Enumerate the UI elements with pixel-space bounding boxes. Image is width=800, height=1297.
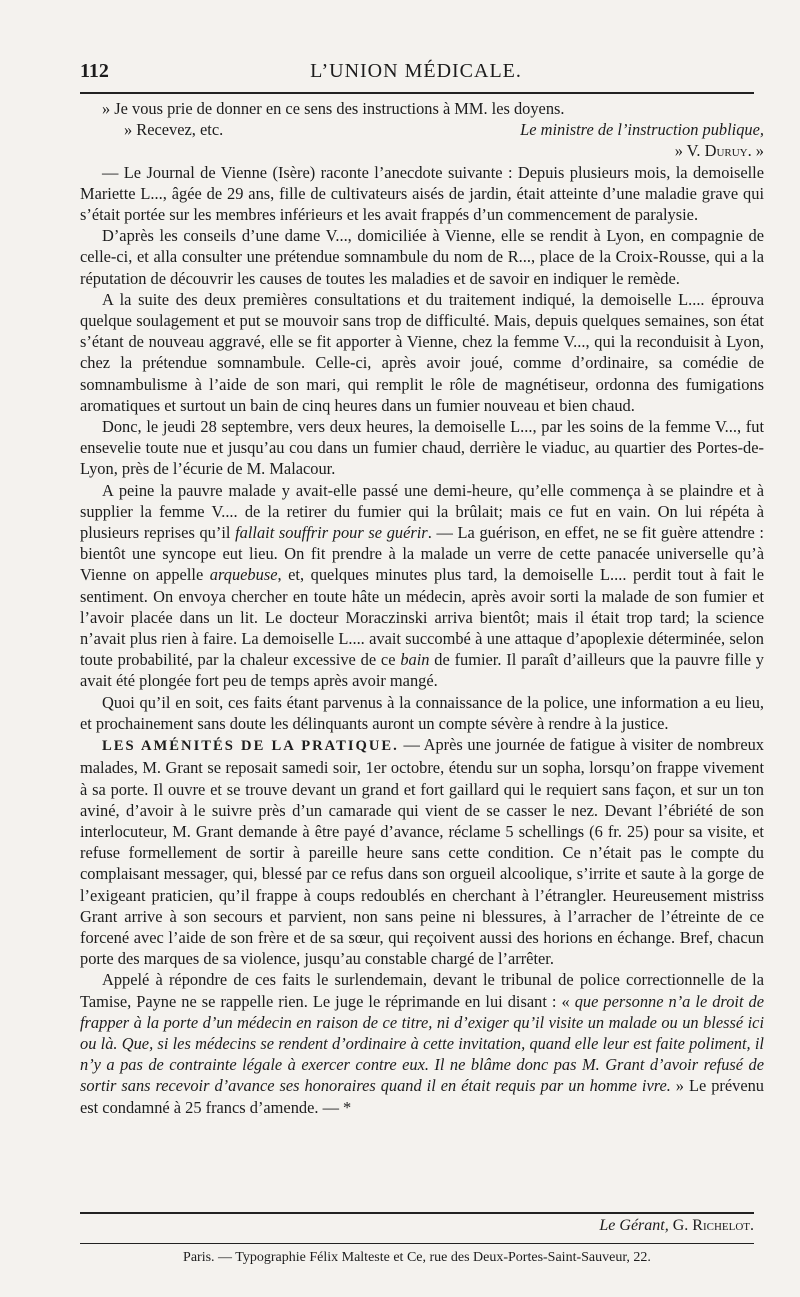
- p5-italic-bain: bain: [400, 650, 430, 670]
- p5-part-b: . — La guérison, en effet, ne se fit guère attendre : bientôt une syncope eut lieu. On fit prendre à la malade un verre de cette panacée universelle qu’à Vienne on appelle: [80, 523, 764, 585]
- page-number: 112: [80, 60, 109, 82]
- paragraph-death: [80, 480, 764, 692]
- footer-rule: [80, 1212, 754, 1214]
- letter-regards-row: [80, 119, 764, 140]
- p5-part-c: , et, quelques minutes plus tard, la demoiselle L.... perdit tout à fait le sentiment. On envoya chercher en toute hâte un médecin, après avoir sorti la malade de son fumier et l’avoir placée dans un lit. Le docteur Moraczinski arriva bientôt; mais il était trop tard; la science n’avait plus rien à faire. La demoiselle L.... avait succombé à une attaque d’apoplexie déterminée, selon toute probabilité, par la chaleur excessive de ce: [80, 565, 764, 670]
- letter-regards: » Recevez, etc.: [124, 120, 224, 140]
- gerant-name: G. Richelot.: [672, 1217, 754, 1234]
- paragraph-treatment: A la suite des deux premières consultations et du traitement indiqué, la demoiselle L.... éprouva quelque soulagement et put se mouvoir sans trop de difficulté. Mais, depuis quelques semaines, son état s’étant de nouveau aggravé, elle se fit apporter à Vienne, chez la femme V..., qui la reconduisit à Lyon, chez la prétendue somnambule. Celle-ci, après avoir joué, comme d’ordinaire, sa comédie de somnambulisme à l’aide de son mari, qui remplit le rôle de magnétiseur, ordonna des fumigations aromatiques et surtout un bain de cinq heures dans un fumier nouveau et bien chaud.: [80, 289, 764, 415]
- paragraph-police: Quoi qu’il en soit, ces faits étant parvenus à la connaissance de la police, une information a eu lieu, et prochainement sans doute les délinquants auront un compte sévère à rendre à la justice.: [80, 692, 764, 733]
- amenites-text: — Après une journée de fatigue à visiter de nombreux malades, M. Grant se reposait samedi soir, 1er octobre, étendu sur un sopha, lorsqu’on frappe vivement à sa porte. Il ouvre et se trouve devant un grand et fort gaillard qui le requiert sans façon, et sur un ton aviné, d’avoir à le suivre près d’un camarade qui vient de se casser le nez. Devant l’ébriété de son interlocuteur, M. Grant demande à être payé d’avance, réclame 5 schellings (6 fr. 25) pour sa visite, et refuse formellement de sortir à pareille heure sans cette condition. Ce n’était pas le compte du complaisant messager, qui, blessé par ce refus dans son orgueil alcoolique, s’irrite et saute à la gorge de l’exigeant praticien, qu’il frappe à coups redoublés en cherchant à l’étrangler. Heureusement mistriss Grant arrive à son secours et parvient, non sans peine ni blessures, à l’arracher de l’étreinte de ce forcené avec l’aide de son frère et de sa sœur, qui reçoivent aussi des horions en échange. Bref, chacun porte des marques de sa violence, jusqu’au constable chargé de l’arrêter.: [80, 735, 764, 969]
- gerant-label: Le Gérant,: [599, 1217, 669, 1234]
- p5-part-a: A peine la pauvre malade y avait-elle passé une demi-heure, qu’elle commença à se plaindre et à supplier la femme V.... de la retirer du fumier qui la brûlait; mais ce fut en vain. On lui répéta à plusieurs reprises qu’il: [80, 480, 764, 543]
- paragraph-vienne-intro: — Le Journal de Vienne (Isère) raconte l’anecdote suivante : Depuis plusieurs mois, la demoiselle Mariette L..., âgée de 29 ans, fille de cultivateurs aisés de jardin, était atteinte d’une maladie grave qui s’était portée sur les membres inférieurs et les avait frappés d’un commencement de paralysie.: [80, 162, 764, 225]
- tribunal-part-a: Appelé à répondre de ces faits le surlendemain, devant le tribunal de police correctionnelle de la Tamise, Payne ne se rappelle rien. Le juge le réprimande en lui disant : «: [80, 970, 764, 1011]
- footer-rule-thin: [80, 1243, 754, 1244]
- p5-italic-arquebuse: arquebuse: [209, 565, 278, 585]
- letter-signature: [80, 140, 764, 161]
- tribunal-italic-quote: que personne n’a le droit de frapper à la porte d’un médecin en raison de ce titre, ni d’exiger qu’il visite un malade ou un blessé ici ou là. Que, si les médecins se rendent d’ordinaire à cette invitation, quand elle leur est faite poliment, il n’y a pas de contrainte légale à exercer contre eux. Il ne blâme donc pas M. Grant d’avoir refusé de sortir sans recevoir d’avance ses honoraires quand il en était requis par un homme ivre.: [80, 991, 764, 1096]
- gerant-line: [599, 1217, 754, 1235]
- p5-italic-quote: fallait souffrir pour se guérir: [235, 523, 428, 543]
- paragraph-amenites: [80, 734, 764, 969]
- minister-title: Le ministre de l’instruction publique,: [520, 120, 764, 140]
- journal-title: L’UNION MÉDICALE.: [310, 60, 522, 82]
- signature-text: » V. Duruy. »: [674, 141, 764, 161]
- p5-part-d: de fumier. Il paraît d’ailleurs que la pauvre fille y avait été plongée fort peu de temps après avoir mangé.: [80, 650, 764, 691]
- paragraph-tribunal: [80, 969, 764, 1117]
- printer-imprint: Paris. — Typographie Félix Malteste et Ce, rue des Deux-Portes-Saint-Sauveur, 22.: [183, 1250, 651, 1265]
- paragraph-lyon-consultation: D’après les conseils d’une dame V..., domiciliée à Vienne, elle se rendit à Lyon, en compagnie de celle-ci, et alla consulter une prétendue somnambule du nom de R..., place de la Croix-Rousse, qui a la réputation de découvrir les causes de toutes les maladies et de savoir en indiquer le remède.: [80, 226, 764, 288]
- letter-close-line: » Je vous prie de donner en ce sens des instructions à MM. les doyens.: [102, 99, 565, 118]
- article-body: [80, 98, 764, 1118]
- section-heading-amenites: LES AMÉNITÉS DE LA PRATIQUE.: [102, 738, 399, 755]
- page-header: [80, 56, 752, 88]
- paragraph-fumier: Donc, le jeudi 28 septembre, vers deux heures, la demoiselle L..., par les soins de la femme V..., fut ensevelie toute nue et jusqu’au cou dans un fumier chaud, derrière le viaduc, au quartier des Portes-de-Lyon, près de l’écurie de M. Malacour.: [80, 417, 764, 479]
- header-rule: [80, 92, 754, 94]
- tribunal-part-b: » Le prévenu est condamné à 25 francs d’amende. — *: [80, 1076, 764, 1117]
